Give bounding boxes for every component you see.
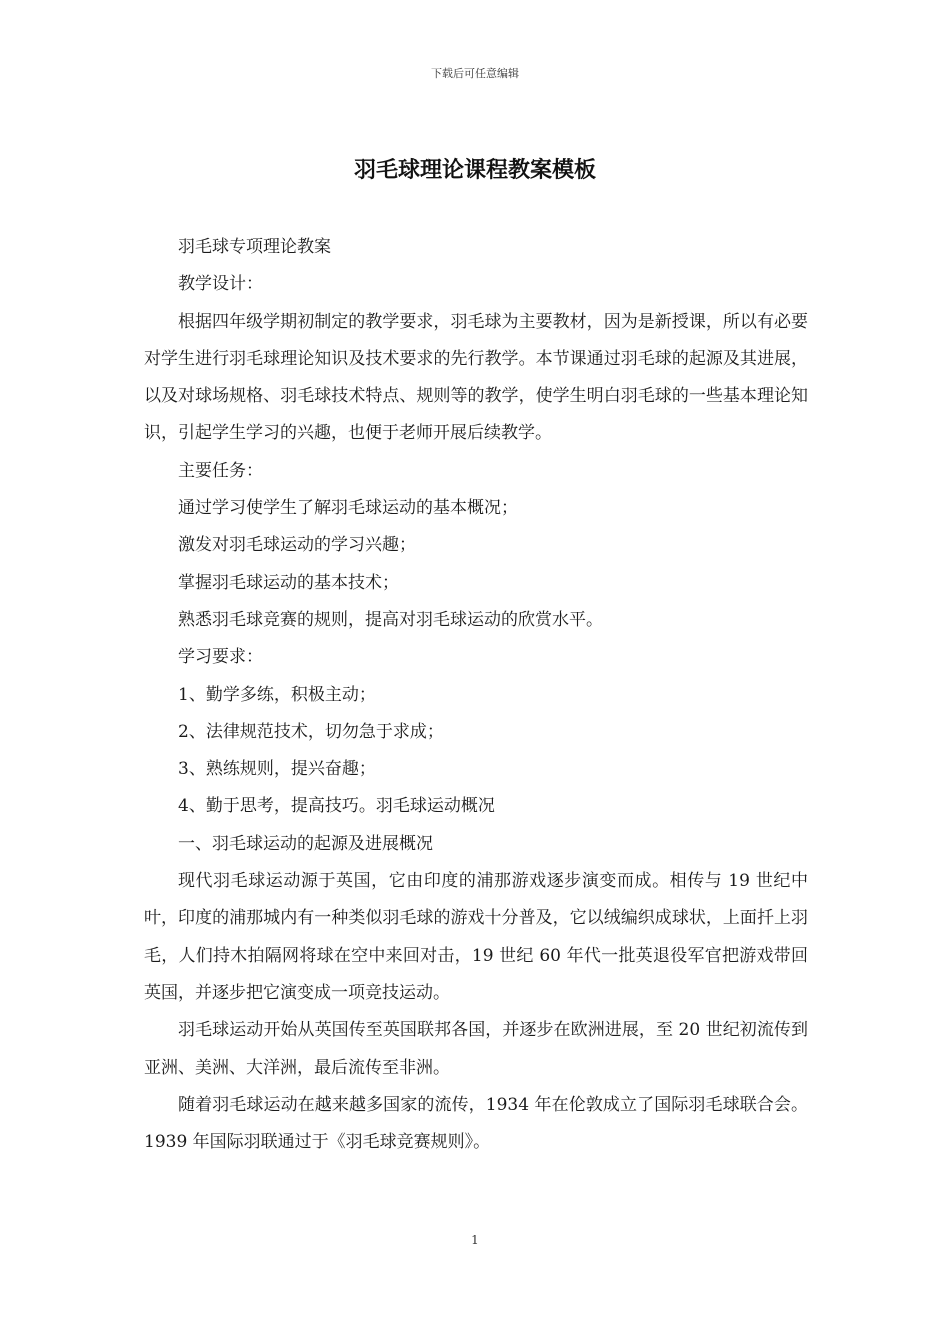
page-header: 下载后可任意编辑 <box>431 67 519 80</box>
document-body <box>144 229 808 1161</box>
paragraph-task-3: 掌握羽毛球运动的基本技术； <box>178 572 399 593</box>
paragraph-requirement-1: 1、勤学多练，积极主动； <box>178 684 376 705</box>
paragraph-subtitle: 羽毛球专项理论教案 <box>178 237 331 257</box>
paragraph-task-2: 激发对羽毛球运动的学习兴趣； <box>178 535 416 556</box>
paragraph-main-tasks-heading: 主要任务： <box>178 460 263 481</box>
paragraph-teaching-design-heading: 教学设计： <box>178 274 263 295</box>
document-title: 羽毛球理论课程教案模板 <box>353 157 596 183</box>
paragraph-section-1-heading: 一、羽毛球运动的起源及进展概况 <box>178 833 433 854</box>
page-number: 1 <box>471 1233 479 1247</box>
paragraph-requirement-2: 2、法律规范技术，切勿急于求成； <box>178 721 444 742</box>
paragraph-task-4: 熟悉羽毛球竞赛的规则，提高对羽毛球运动的欣赏水平。 <box>178 609 603 630</box>
paragraph-requirement-3: 3、熟练规则，提兴奋趣； <box>178 759 376 780</box>
paragraph-requirements-heading: 学习要求： <box>178 647 263 668</box>
paragraph-task-1: 通过学习使学生了解羽毛球运动的基本概况； <box>178 498 518 519</box>
paragraph-teaching-design: 根据四年级学期初制定的教学要求，羽毛球为主要教材，因为是新授课，所以有必要对学生进行羽毛球理论知识及技术要求的先行教学。本节课通过羽毛球的起源及其进展，以及对球场规格、羽毛球技术特点、规则等的教学，使学生明白羽毛球的一些基本理论知识，引起学生学习的兴趣，也便于老师开展后续教学。 <box>144 311 808 444</box>
paragraph-requirement-4: 4、勤于思考，提高技巧。羽毛球运动概况 <box>178 796 495 817</box>
paragraph-origin: 现代羽毛球运动源于英国，它由印度的浦那游戏逐步演变而成。相传与 19 世纪中叶，印度的浦那城内有一种类似羽毛球的游戏十分普及，它以绒编织成球状，上面扦上羽毛，人们持木拍隔网将球在空中来回对击，19 世纪 60 年代一批英退役军官把游戏带回英国，并逐步把它演变成一项竞技运动。 <box>144 871 808 1003</box>
paragraph-spread: 羽毛球运动开始从英国传至英国联邦各国，并逐步在欧洲进展，至 20 世纪初流传到亚洲、美洲、大洋洲，最后流传至非洲。 <box>144 1020 808 1078</box>
paragraph-federation: 随着羽毛球运动在越来越多国家的流传，1934 年在伦敦成立了国际羽毛球联合会。1939 年国际羽联通过于《羽毛球竞赛规则》。 <box>144 1094 808 1153</box>
